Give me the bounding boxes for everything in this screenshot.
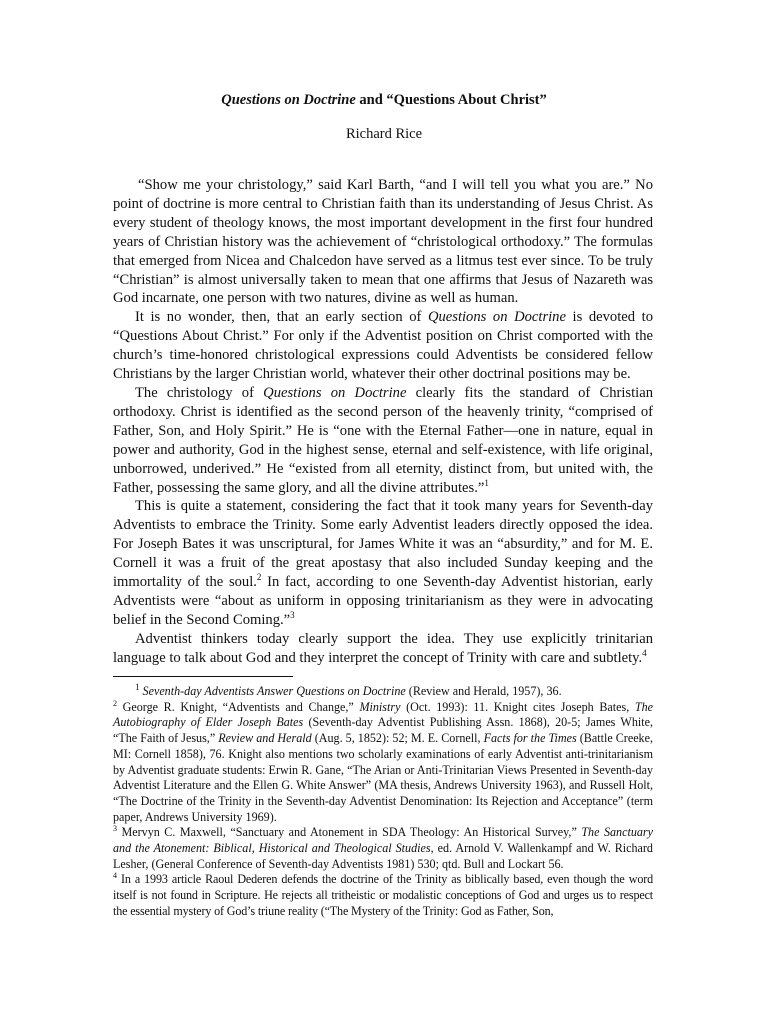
footnote-2 [113,700,653,826]
footnote-1-number: 1 [135,681,140,692]
footnote-2-text-d: (Aug. 5, 1852): 52; M. E. Cornell, [311,731,484,746]
body-text [113,176,653,668]
page-title [0,90,768,110]
footnote-3-text-a: Mervyn C. Maxwell, “Sanctuary and Atonement in SDA Theology: An Historical Survey,” [121,825,582,840]
footnote-1 [113,681,653,700]
paragraph-3-book-title: Questions on Doctrine [263,384,407,401]
footnote-1-text: (Review and Herald, 1957), 36. [405,684,562,698]
footnote-2-title-3: Review and Herald [218,731,312,746]
footnote-ref-3: 3 [290,609,295,620]
paragraph-5 [113,630,653,668]
title-italic: Questions on Doctrine [221,92,356,108]
paragraph-2 [113,308,653,384]
footnote-1-title: Seventh-day Adventists Answer Questions on Doctrine [142,684,406,698]
footnote-3 [113,825,653,872]
footnote-2-text-e: (Battle Creeke, MI: Cornell 1858), 76. Knight also mentions two scholarly examinations of early Adventist anti-trinitarianism by Adventist graduate students: Erwin R. Gane, “The Arian or Anti-Trinitarian Views Presented in Seventh-day Adventist Literature and the Ellen G. White Answer” (MA thesis, Andrews University 1963), and Russell Holt, “The Doctrine of the Trinity in the Seventh-day Adventist Denomination: Its Rejection and Acceptance” (term paper, Andrews University 1969). [113,731,654,824]
paragraph-4-text-a: This is quite a statement, considering the fact that it took many years for Seventh-day Adventists to embrace the Trinity. Some early Adventist leaders directly opposed the idea. For Joseph Bates it was unscriptural, for James White it was an “absurdity,” and for M. E. Cornell it was a fruit of the great apostasy that also included Sunday keeping and the immortality of the soul. [113,498,653,591]
footnote-3-number: 3 [113,824,117,834]
paragraph-4 [113,497,653,629]
footnote-2-text-c: (Seventh-day Adventist Publishing Assn. 1868), 20-5; James White, “The Faith of Jesus,” [113,715,653,746]
footnote-ref-2: 2 [256,572,262,583]
paragraph-2-text-b: is devoted to “Questions About Christ.” For only if the Adventist position on Christ comported with the church’s time-honored christological expressions could Adventists be considered fellow Christians by the larger Christian world, whatever their other doctrinal positions may be. [113,309,653,383]
paragraph-2-book-title: Questions on Doctrine [427,309,566,326]
paragraph-5-text: Adventist thinkers today clearly support the idea. They use explicitly trinitarian language to talk about God and they interpret the concept of Trinity with care and subtlety. [113,630,653,666]
paragraph-3 [113,384,653,497]
footnote-3-title: The Sanctuary and the Atonement: Biblical, Historical and Theological Studies [113,825,653,856]
title-rest: and “Questions About Christ” [355,92,547,108]
paragraph-4-text-b: In fact, according to one Seventh-day Adventist historian, early Adventists were “about as uniform in opposing trinitarianism as they were in advocating belief in the Second Coming.” [113,574,653,628]
footnote-2-text-b: (Oct. 1993): 11. Knight cites Joseph Bates, [400,699,635,714]
footnote-ref-4: 4 [642,647,647,658]
paragraph-1-text: “Show me your christology,” said Karl Barth, “and I will tell you what you are.” No point of doctrine is more central to Christian faith than its understanding of Jesus Christ. As every student of theology knows, the most important development in the first four hundred years of Christian history was the achievement of “christological orthodoxy.” The formulas that emerged from Nicea and Chalcedon have served as a litmus test ever since. To be truly “Christian” is almost universally taken to mean that one affirms that Jesus of Nazareth was God incarnate, one person with two natures, divine as well as human. [113,177,653,307]
footnotes [113,681,654,920]
footnote-4 [113,872,653,919]
footnote-4-number: 4 [113,871,117,881]
footnote-ref-1: 1 [484,477,489,488]
paragraph-2-text-a: It is no wonder, then, that an early section of [135,309,428,326]
author-name: Richard Rice [345,126,423,142]
footnote-4-text: In a 1993 article Raoul Dederen defends the doctrine of the Trinity as biblically based, even though the word itself is not found in Scripture. He rejects all tritheistic or modalistic conceptions of God and urges us to respect the essential mystery of God’s triune reality (“The Mystery of the Trinity: God as Father, Son, [113,872,653,918]
footnote-2-title-2: The Autobiography of Elder Joseph Bates [113,699,653,730]
footnote-3-text-b: , ed. Arnold V. Wallenkampf and W. Richard Lesher, (General Conference of Seventh-day Adventists 1981) 530; qtd. Bull and Lockart 56. [113,841,653,871]
paragraph-3-text-b: clearly fits the standard of Christian orthodoxy. Christ is identified as the second person of the heavenly trinity, “comprised of Father, Son, and Holy Spirit.” He is “one with the Eternal Father—one in nature, equal in power and authority, God in the highest sense, eternal and self-existence, with life original, unborrowed, underived.” He “existed from all eternity, distinct from, but united with, the Father, possessing the same glory, and all the divine attributes.” [113,384,653,496]
footnote-2-title-4: Facts for the Times [483,731,577,746]
footnote-2-number: 2 [113,698,117,708]
footnote-separator [113,676,293,677]
paragraph-1 [113,176,653,308]
paragraph-3-text-a: The christology of [135,384,264,401]
footnote-2-text-a: George R. Knight, “Adventists and Change,” [122,699,360,714]
footnote-2-title-1: Ministry [359,699,401,714]
